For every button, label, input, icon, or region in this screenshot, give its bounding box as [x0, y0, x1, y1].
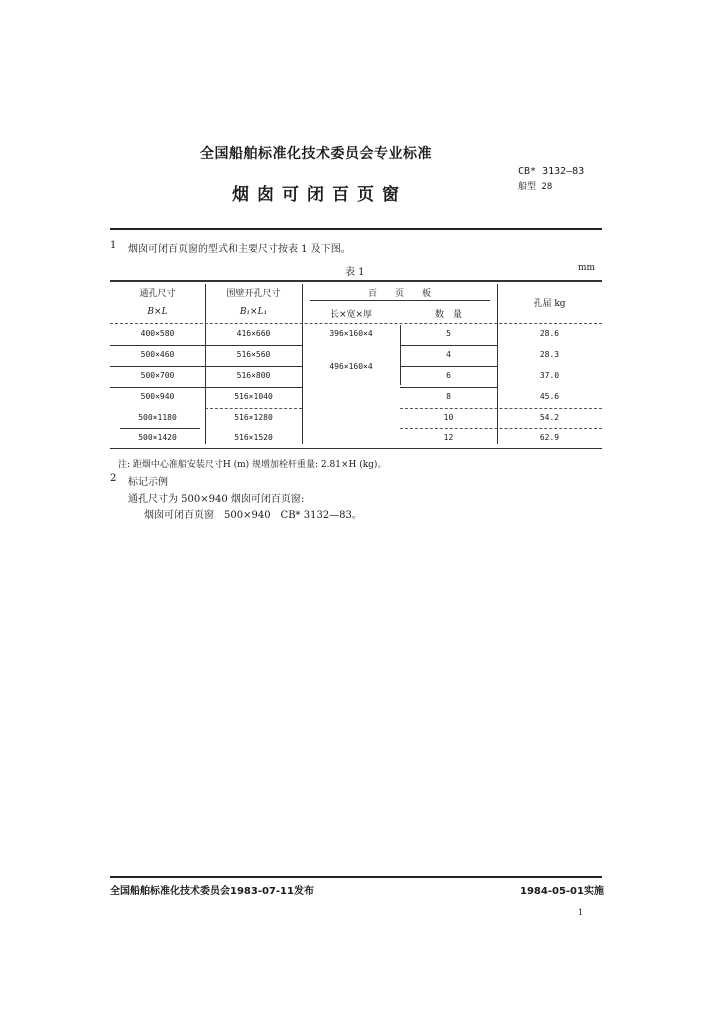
header-louver-quantity: 数 量: [434, 310, 462, 320]
row-rule: [205, 408, 302, 409]
header-mass: 孔届 kg: [533, 299, 566, 309]
header-wall-opening-symbol: B₁×L₁: [239, 307, 268, 317]
quantity-cell: 12: [443, 433, 454, 442]
row-rule: [400, 408, 602, 409]
through-hole-cell: 500×1180: [138, 413, 177, 422]
table-unit: mm: [578, 263, 596, 273]
row-rule: [120, 428, 200, 429]
effective-date: 1984-05-01实施: [520, 886, 604, 897]
row-rule: [400, 387, 497, 388]
table-top-rule: [110, 280, 602, 282]
section-2-line-1: 通孔尺寸为 500×940 烟囱可闭百页窗:: [128, 494, 305, 505]
quantity-cell: 8: [446, 392, 451, 401]
wall-opening-cell: 516×560: [236, 350, 271, 359]
group-header-rule: [310, 300, 490, 301]
wall-opening-cell: 416×660: [236, 329, 271, 338]
row-rule: [110, 345, 302, 346]
classification-code: 船型 28: [518, 182, 553, 192]
row-rule: [400, 345, 497, 346]
row-rule: [110, 366, 302, 367]
section-2-title: 标记示例: [128, 477, 168, 488]
row-rule: [110, 387, 302, 388]
section-2-line-2: 烟囱可闭百页窗 500×940 CB* 3132—83。: [144, 510, 362, 521]
organization-title: 全国船舶标准化技术委员会专业标准: [200, 146, 432, 162]
quantity-cell: 4: [446, 350, 451, 359]
through-hole-cell: 500×460: [140, 350, 175, 359]
quantity-cell: 6: [446, 371, 451, 380]
quantity-cell: 5: [446, 329, 451, 338]
row-rule: [400, 428, 602, 429]
quantity-cell: 10: [443, 413, 454, 422]
through-hole-cell: 500×700: [140, 371, 175, 380]
wall-opening-cell: 516×1280: [234, 413, 273, 422]
table-note: 注: 距烟中心准船安装尺寸H (m) 规增加栓杆重量: 2.81×H (kg)。: [118, 460, 387, 470]
table-bottom-rule: [110, 448, 602, 449]
wall-opening-cell: 516×800: [236, 371, 271, 380]
page-number: 1: [578, 908, 584, 917]
header-through-hole: 通孔尺寸: [139, 289, 176, 299]
header-bottom-rule: [110, 323, 602, 324]
mass-cell: 45.6: [539, 392, 560, 401]
mass-cell: 28.6: [539, 329, 560, 338]
section-2-number: 2: [110, 473, 117, 484]
header-through-hole-symbol: B×L: [147, 307, 168, 317]
dimension-table: [110, 280, 602, 450]
panel-size-cell: 496×160×4: [329, 362, 373, 371]
through-hole-cell: 500×940: [140, 392, 175, 401]
section-1-text: 烟囱可闭百页窗的型式和主要尺寸按表 1 及下图。: [128, 244, 351, 255]
through-hole-cell: 400×580: [140, 329, 175, 338]
header-louver-group: 百 页 板: [367, 289, 431, 299]
publication-info: 全国船舶标准化技术委员会1983-07-11发布: [110, 886, 314, 897]
header-rule: [110, 228, 602, 230]
mass-cell: 28.3: [539, 350, 560, 359]
row-rule: [400, 366, 497, 367]
panel-size-cell: 396×160×4: [329, 329, 373, 338]
wall-opening-cell: 516×1040: [234, 392, 273, 401]
header-louver-size: 长×宽×厚: [329, 310, 373, 320]
standard-code: CB* 3132—83: [518, 166, 585, 177]
mass-cell: 37.0: [539, 371, 560, 380]
header-wall-opening: 围壁开孔尺寸: [226, 289, 281, 299]
table-caption: 表 1: [345, 267, 365, 278]
mass-cell: 62.9: [539, 433, 560, 442]
footer-rule: [110, 876, 602, 878]
document-title: 烟囱可闭百页窗: [232, 185, 407, 205]
mass-cell: 54.2: [539, 413, 560, 422]
section-1-number: 1: [110, 240, 117, 251]
wall-opening-cell: 516×1520: [234, 433, 273, 442]
through-hole-cell: 500×1420: [138, 433, 177, 442]
